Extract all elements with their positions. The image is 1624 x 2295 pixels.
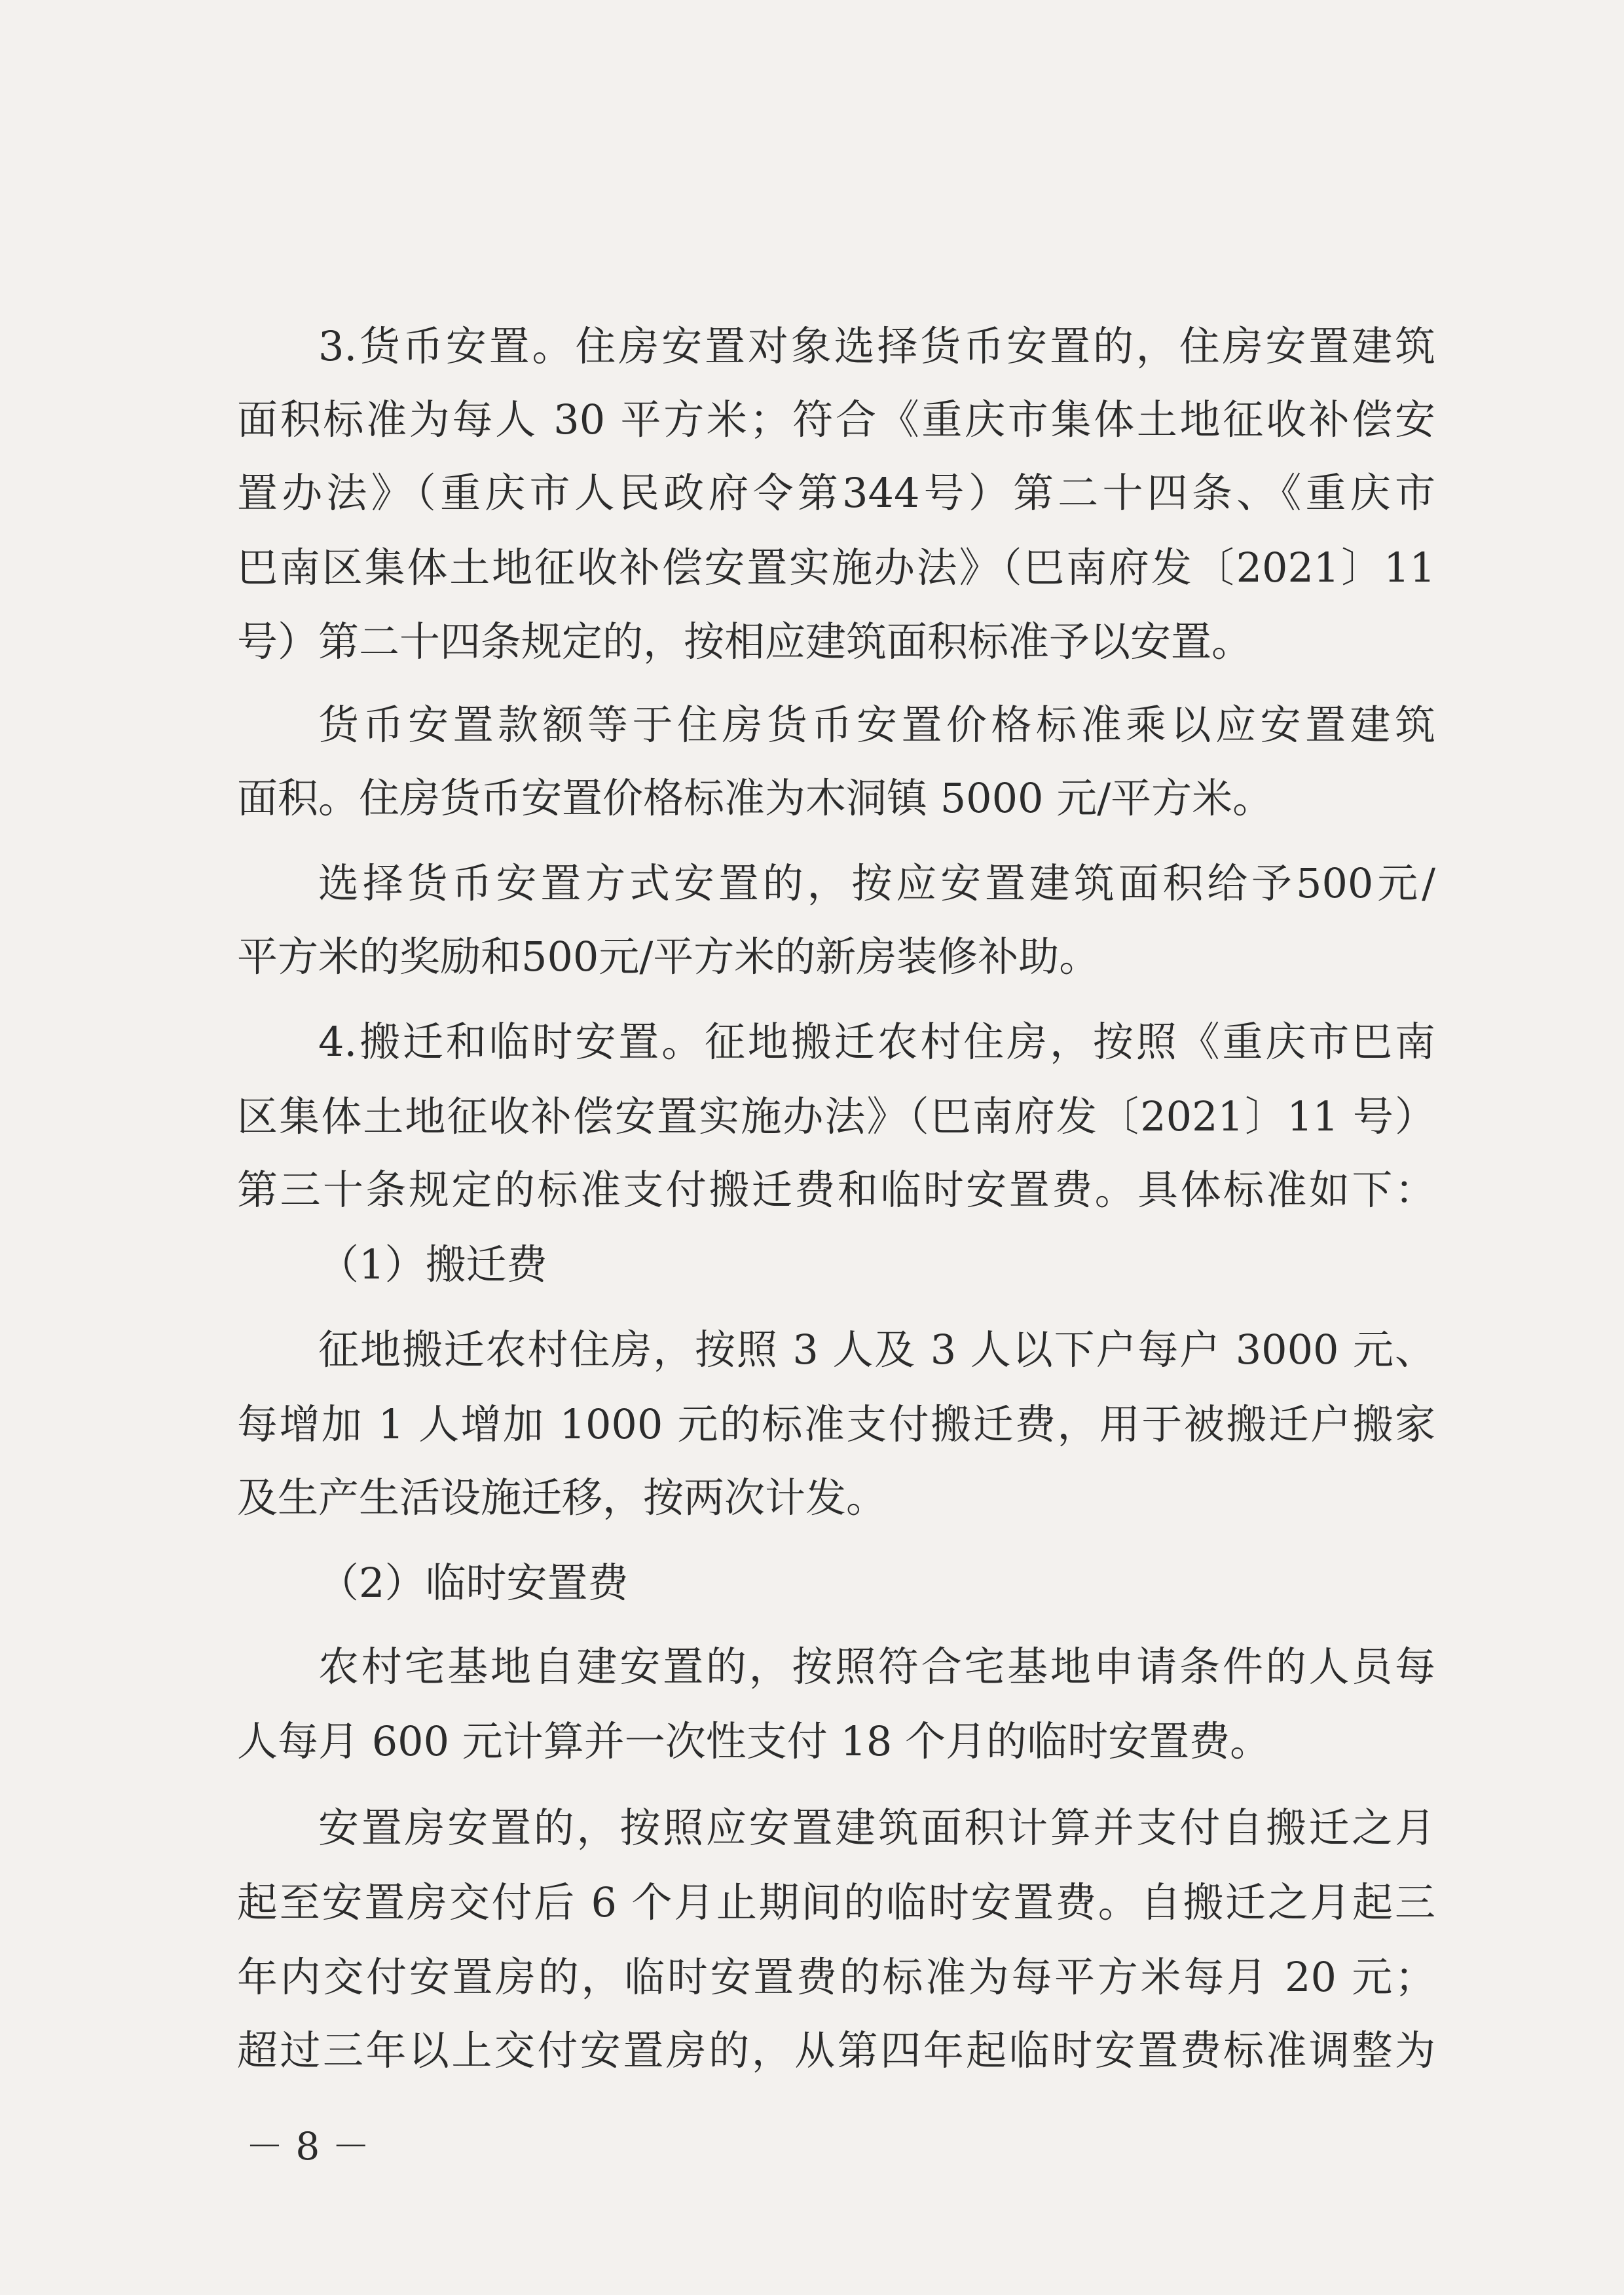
text-line: 选择货币安置方式安置的，按应安置建筑面积给予500元/ — [318, 859, 1435, 907]
text-line: 3.货币安置。住房安置对象选择货币安置的，住房安置建筑 — [318, 322, 1435, 370]
text-line: 平方米的奖励和500元/平方米的新房装修补助。 — [237, 933, 1100, 980]
text-line: 巴南区集体土地征收补偿安置实施办法》（巴南府发〔2021〕11 — [237, 544, 1435, 591]
text-line: 面积。住房货币安置价格标准为木洞镇 5000 元/平方米。 — [237, 774, 1274, 822]
text-line: 每增加 1 人增加 1000 元的标准支付搬迁费，用于被搬迁户搬家 — [237, 1400, 1435, 1448]
text-line: 区集体土地征收补偿安置实施办法》（巴南府发〔2021〕11 号） — [237, 1092, 1435, 1140]
text-line: （2）临时安置费 — [318, 1559, 629, 1607]
text-line: 置办法》（重庆市人民政府令第344号）第二十四条、《重庆市 — [237, 469, 1435, 517]
text-line: 面积标准为每人 30 平方米；符合《重庆市集体土地征收补偿安 — [237, 396, 1435, 443]
text-line: 4.搬迁和临时安置。征地搬迁农村住房，按照《重庆市巴南 — [318, 1018, 1435, 1066]
text-line: 号）第二十四条规定的，按相应建筑面积标准予以安置。 — [237, 618, 1253, 665]
text-line: 年内交付安置房的，临时安置费的标准为每平方米每月 20 元； — [237, 1953, 1435, 2001]
text-line: 起至安置房交付后 6 个月止期间的临时安置费。自搬迁之月起三 — [237, 1878, 1435, 1926]
text-line: 及生产生活设施迁移，按两次计发。 — [237, 1474, 887, 1521]
text-line: 货币安置款额等于住房货币安置价格标准乘以应安置建筑 — [318, 701, 1435, 749]
page-number: － 8 － — [246, 2124, 370, 2169]
text-line: 征地搬迁农村住房，按照 3 人及 3 人以下户每户 3000 元、 — [318, 1326, 1435, 1373]
text-line: （1）搬迁费 — [318, 1241, 547, 1288]
text-line: 安置房安置的，按照应安置建筑面积计算并支付自搬迁之月 — [318, 1804, 1435, 1852]
text-line: 超过三年以上交付安置房的，从第四年起临时安置费标准调整为 — [237, 2026, 1435, 2074]
text-line: 人每月 600 元计算并一次性支付 18 个月的临时安置费。 — [237, 1717, 1271, 1765]
text-line: 第三十条规定的标准支付搬迁费和临时安置费。具体标准如下： — [237, 1166, 1435, 1214]
text-line: 农村宅基地自建安置的，按照符合宅基地申请条件的人员每 — [318, 1643, 1435, 1690]
